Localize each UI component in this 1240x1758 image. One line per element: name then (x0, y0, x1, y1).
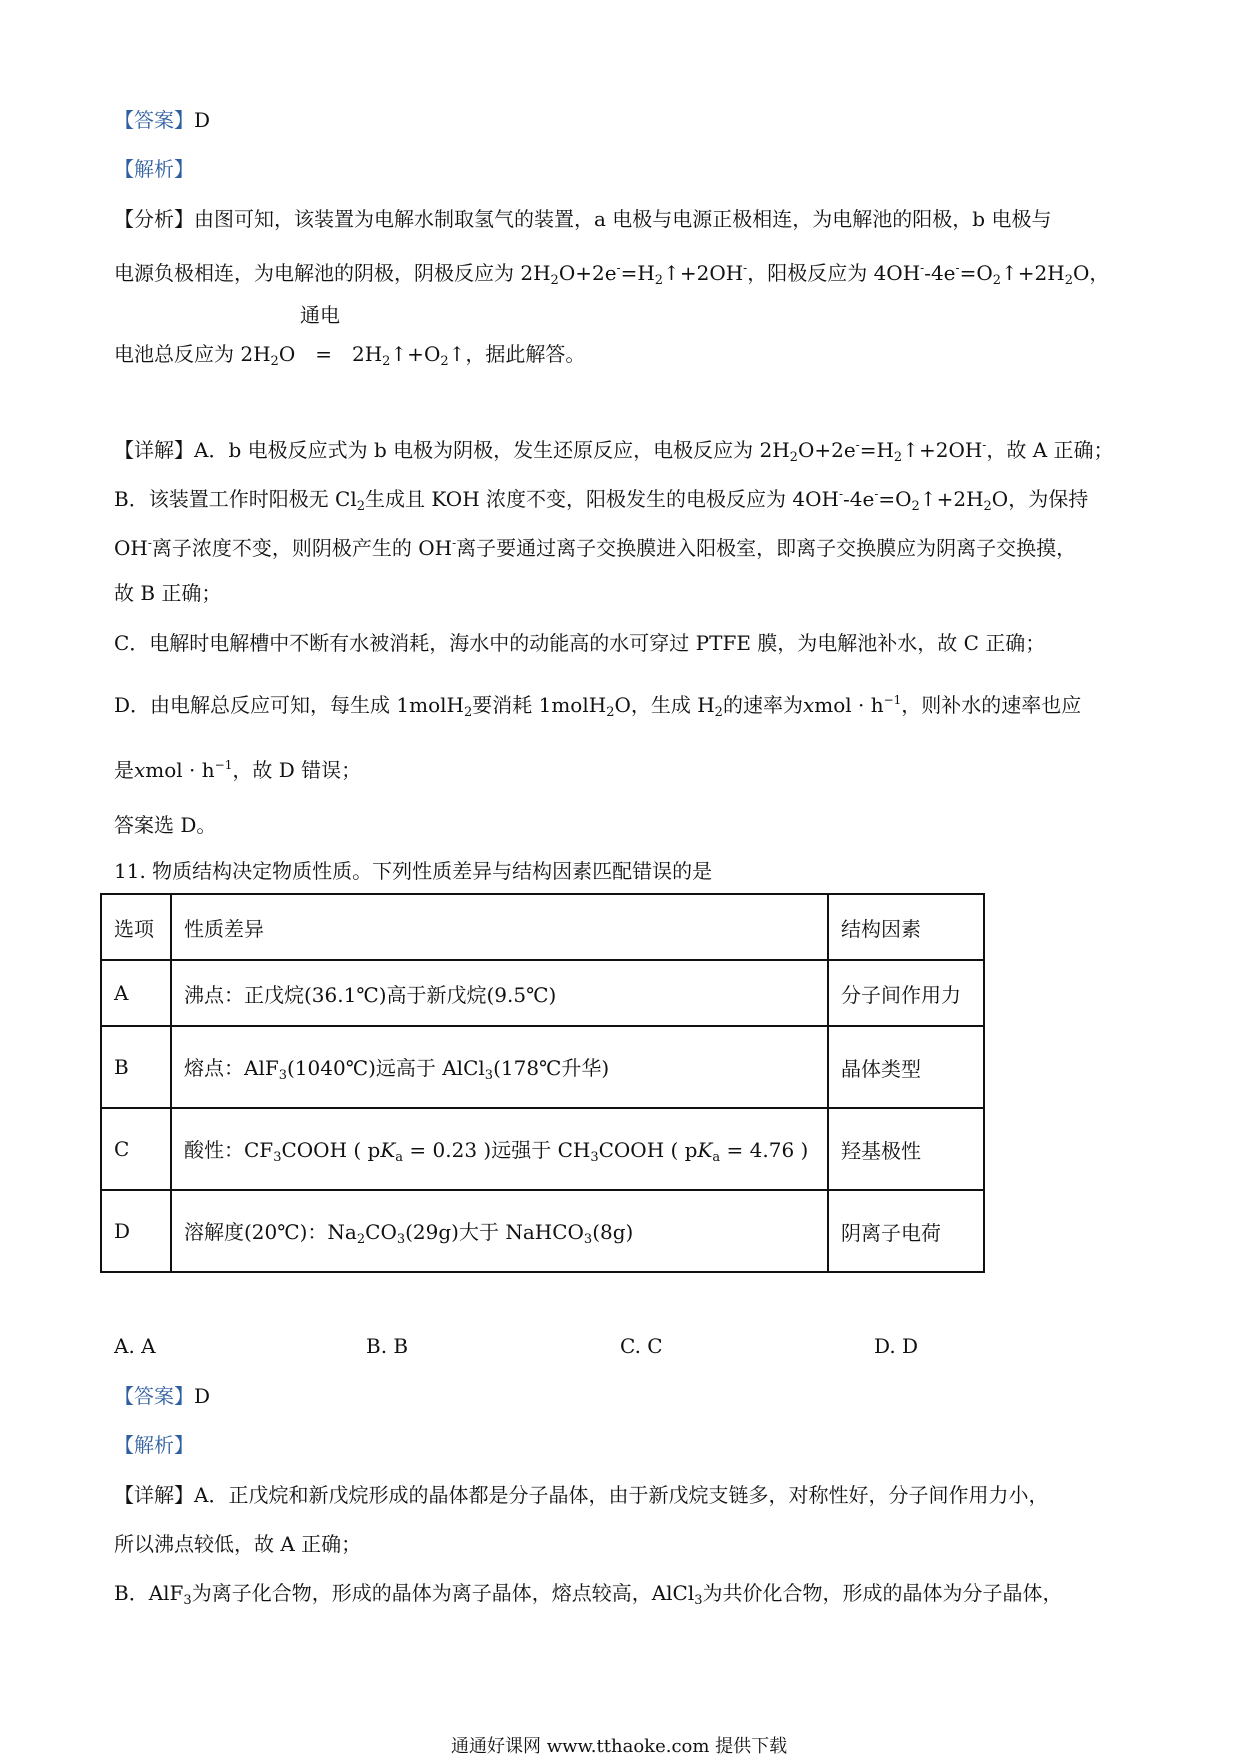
xiangjie-tag: 【详解】 (114, 438, 194, 462)
row-factor: 分子间作用力 (828, 960, 984, 1026)
answer-value: D (194, 108, 211, 132)
text: O = 2H (278, 342, 383, 366)
subscript: 2 (654, 273, 664, 288)
subscript: a (712, 1149, 721, 1165)
fenxi-tag: 【分析】 (114, 207, 194, 231)
choice-c: C. C (620, 1334, 663, 1358)
subscript: 2 (983, 499, 992, 514)
conclusion: 答案选 D。 (114, 813, 217, 837)
table-row (101, 1026, 984, 1108)
text: B．AlF (114, 1581, 184, 1605)
text: (1040℃)远高于 AlCl (287, 1055, 485, 1080)
text: ，阳极反应为 4OH (747, 261, 921, 285)
subscript: 2 (992, 273, 1002, 288)
xiangjie-d-1 (114, 687, 1081, 726)
subscript: 2 (714, 705, 723, 720)
subscript: 2 (550, 273, 559, 288)
subscript: 3 (273, 1149, 282, 1165)
text: CO (365, 1219, 397, 1244)
rate-exponent: −1 (883, 693, 902, 707)
q10-analysis-heading (114, 156, 194, 182)
text: ，故 D 错误； (232, 758, 362, 782)
text: ↑+2OH (902, 438, 983, 462)
text: -4e (843, 487, 875, 511)
q11-xiangjie-a2: 所以沸点较低，故 A 正确； (114, 1532, 362, 1556)
subscript: 3 (583, 1231, 593, 1247)
q11-analysis-heading (114, 1432, 194, 1458)
text: -4e (924, 261, 956, 285)
superscript: - (616, 261, 621, 275)
subscript: a (395, 1149, 404, 1165)
text: (29g)大于 NaHCO (405, 1219, 584, 1244)
row-option: A (101, 960, 171, 1026)
text: COOH ( p (281, 1137, 381, 1162)
text: B．该装置工作时阳极无 Cl (114, 487, 357, 511)
rate-variable: x (134, 758, 146, 782)
text: ↑+O (390, 342, 441, 366)
row-factor: 阴离子电荷 (828, 1190, 984, 1272)
text: (8g) (592, 1219, 634, 1244)
text: 为离子化合物，形成的晶体为离子晶体，熔点较高，AlCl (191, 1581, 695, 1605)
fenxi-line-3 (114, 341, 585, 375)
text: O+2e (797, 438, 856, 462)
xiangjie-c: C．电解时电解槽中不断有水被消耗，海水中的动能高的水可穿过 PTFE 膜，为电解池补水，故 C 正确； (114, 631, 1046, 655)
text: 电源负极相连，为电解池的阴极，阴极反应为 2H (114, 261, 551, 285)
tongdian-label: 通电 (300, 303, 340, 327)
rate-exponent: −1 (214, 758, 233, 772)
superscript: - (920, 261, 925, 275)
table-header-row (101, 894, 984, 960)
answer-tag: 【答案】 (114, 1384, 194, 1408)
rate-variable: x (802, 693, 815, 717)
text: 要消耗 1molH (472, 693, 607, 717)
q11-table (100, 893, 985, 1273)
q11-xiangjie-a1 (114, 1482, 1048, 1508)
choice-d: D. D (874, 1334, 919, 1358)
text: A．正戊烷和新戊烷形成的晶体都是分子晶体，由于新戊烷支链多，对称性好，分子间作用力小， (194, 1483, 1049, 1507)
row-property (171, 1190, 828, 1272)
page-footer: 通通好课网 www.tthaoke.com 提供下载 (451, 1736, 788, 1757)
text: 电池总反应为 2H (114, 342, 271, 366)
text: = 4.76 ) (720, 1137, 809, 1162)
text: =O (878, 487, 912, 511)
fenxi-line-1 (114, 206, 1051, 232)
superscript: - (838, 487, 843, 501)
q11-stem: 11. 物质结构决定物质性质。下列性质差异与结构因素匹配错误的是 (114, 859, 713, 883)
subscript: 2 (382, 354, 391, 369)
rate-unit: mol · h (814, 693, 884, 717)
text: ↑+2H (919, 487, 984, 511)
xiangjie-b-1 (114, 481, 1088, 520)
subscript: 3 (694, 1593, 703, 1608)
choice-b: B. B (366, 1334, 409, 1358)
superscript: - (955, 261, 960, 275)
header-factor: 结构因素 (828, 894, 984, 960)
row-property (171, 1108, 828, 1190)
text: O+2e (558, 261, 617, 285)
symbol-k: K (380, 1137, 396, 1162)
text: O， (1073, 261, 1110, 285)
row-option: B (101, 1026, 171, 1108)
row-option: C (101, 1108, 171, 1190)
q11-xiangjie-b (114, 1580, 1063, 1614)
text: ，则补水的速率也应 (901, 693, 1082, 717)
analysis-tag: 【解析】 (114, 157, 194, 181)
answer-tag: 【答案】 (114, 108, 194, 132)
table-row (101, 1190, 984, 1272)
fenxi-text: 由图可知，该装置为电解水制取氢气的装置，a 电极与电源正极相连，为电解池的阳极，b 电极与 (194, 207, 1052, 231)
analysis-tag: 【解析】 (114, 1433, 194, 1457)
subscript: 2 (356, 499, 366, 514)
text: ↑，据此解答。 (448, 342, 586, 366)
text: O，为保持 (991, 487, 1089, 511)
xiangjie-tag: 【详解】 (114, 1483, 194, 1507)
row-property (171, 1026, 828, 1108)
table-row (101, 1108, 984, 1190)
subscript: 2 (606, 705, 615, 720)
row-option: D (101, 1190, 171, 1272)
superscript: - (874, 487, 879, 501)
text: O，生成 H (614, 693, 715, 717)
text: ↑+2OH (663, 261, 744, 285)
xiangjie-d-2 (114, 752, 361, 783)
text: 酸性：CF (184, 1137, 274, 1162)
rate-unit: mol · h (145, 758, 215, 782)
text: =H (620, 261, 655, 285)
subscript: 2 (463, 705, 473, 720)
answer-value: D (194, 1384, 211, 1408)
subscript: 2 (270, 354, 279, 369)
subscript: 3 (590, 1149, 599, 1165)
xiangjie-b-2 (114, 530, 1076, 561)
subscript: 3 (183, 1593, 192, 1608)
xiangjie-a (114, 432, 1114, 471)
text: A．b 电极反应式为 b 电极为阴极，发生还原反应，电极反应为 2H (194, 438, 790, 462)
text: =O (959, 261, 993, 285)
text: =H (859, 438, 894, 462)
xiangjie-b-3: 故 B 正确； (114, 581, 222, 605)
text: ↑+2H (1001, 261, 1065, 285)
text: = 0.23 )远强于 CH (403, 1137, 591, 1162)
row-factor: 羟基极性 (828, 1108, 984, 1190)
text: OH (114, 536, 148, 560)
subscript: 3 (484, 1067, 494, 1083)
text: D．由电解总反应可知，每生成 1molH (114, 693, 464, 717)
subscript: 2 (356, 1231, 366, 1247)
text: 是 (114, 758, 134, 782)
subscript: 2 (440, 354, 449, 369)
subscript: 3 (396, 1231, 406, 1247)
choice-a: A. A (114, 1334, 156, 1358)
text: 离子浓度不变，则阴极产生的 OH (151, 536, 453, 560)
text: 溶解度(20℃)：Na (184, 1219, 357, 1244)
q10-answer-line (114, 107, 210, 133)
row-factor: 晶体类型 (828, 1026, 984, 1108)
text: 生成且 KOH 浓度不变，阳极发生的电极反应为 4OH (365, 487, 839, 511)
fenxi-line-2 (114, 255, 1109, 294)
subscript: 2 (789, 450, 798, 465)
subscript: 2 (911, 499, 920, 514)
superscript: - (147, 536, 152, 550)
text: 的速率为 (722, 693, 803, 717)
text: 熔点：AlF (184, 1055, 279, 1080)
header-option: 选项 (101, 894, 171, 960)
row-property: 沸点：正戊烷(36.1℃)高于新戊烷(9.5℃) (171, 960, 828, 1026)
symbol-k: K (697, 1137, 713, 1162)
q11-answer-line (114, 1383, 210, 1409)
text: 为共价化合物，形成的晶体为分子晶体， (702, 1581, 1063, 1605)
superscript: - (452, 536, 457, 550)
subscript: 2 (1064, 273, 1073, 288)
text: 离子要通过离子交换膜进入阳极室，即离子交换膜应为阴离子交换摸， (456, 536, 1077, 560)
text: (178℃升华) (493, 1055, 610, 1080)
superscript: - (855, 438, 860, 452)
superscript: - (743, 261, 748, 275)
subscript: 3 (278, 1067, 287, 1083)
superscript: - (982, 438, 987, 452)
subscript: 2 (893, 450, 903, 465)
header-property: 性质差异 (171, 894, 828, 960)
table-row (101, 960, 984, 1026)
text: ，故 A 正确； (986, 438, 1114, 462)
text: COOH ( p (598, 1137, 698, 1162)
